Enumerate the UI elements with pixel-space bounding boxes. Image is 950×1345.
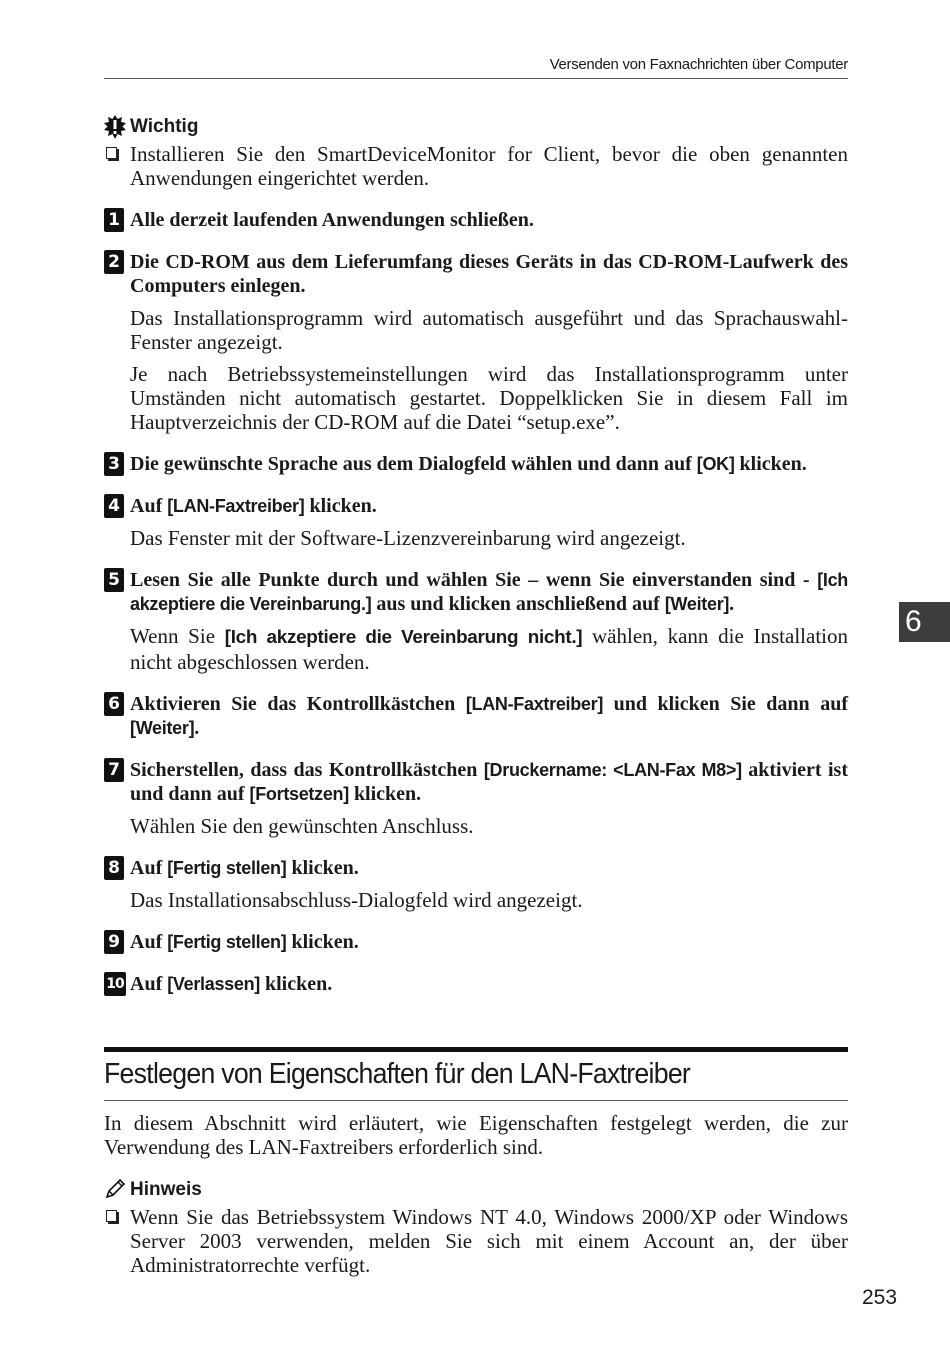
main-content	[104, 112, 848, 996]
key-label: [Weiter]	[130, 718, 195, 738]
hint-heading	[104, 1175, 848, 1205]
step-9	[104, 930, 848, 954]
step-number-icon: 9	[104, 930, 124, 954]
step-number-icon: 10	[104, 972, 126, 996]
important-icon	[104, 115, 126, 139]
chapter-tab: 6	[899, 602, 950, 642]
step-1	[104, 208, 848, 232]
step-description: Das Fenster mit der Software-Lizenzvereinbarung wird angezeigt.	[130, 526, 686, 550]
hint-item: Wenn Sie das Betriebssystem Windows NT 4.0, Windows 2000/XP oder Windows Server 2003 verwenden, melden Sie sich mit einem Account an, der über Administratorrechte verfügt.	[104, 1205, 848, 1277]
pencil-icon	[104, 1178, 126, 1202]
section-title: Festlegen von Eigenschaften für den LAN-Faxtreiber	[104, 1058, 691, 1090]
step-8	[104, 856, 848, 912]
step-title: Sicherstellen, dass das Kontrollkästchen [Druckername: <LAN-Fax M8>] aktiviert ist und dann auf [Fortsetzen] klicken.	[130, 759, 849, 805]
step-description: Je nach Betriebssystemeinstellungen wird das Installationsprogramm unter Umständen nicht automatisch gestartet. Doppelklicken Sie in diesem Fall im Hauptverzeichnis der CD-ROM auf die Datei “setup.exe”.	[130, 362, 848, 434]
step-6	[104, 692, 848, 740]
key-label: [Druckername: <LAN-Fax M8>]	[483, 760, 742, 780]
step-title: Die CD-ROM aus dem Lieferumfang dieses Geräts in das CD-ROM-Laufwerk des Computers einlegen.	[130, 251, 848, 297]
hint-note	[104, 1175, 848, 1277]
step-7	[104, 758, 848, 838]
step-title: Auf [LAN-Faxtreiber] klicken.	[130, 495, 377, 517]
step-number-icon: 6	[104, 692, 124, 716]
step-title: Aktivieren Sie das Kontrollkästchen [LAN-Faxtreiber] und klicken Sie dann auf [Weiter].	[130, 693, 848, 739]
key-label: [Verlassen]	[167, 974, 260, 994]
step-title: Auf [Fertig stellen] klicken.	[130, 857, 359, 879]
key-label: [Fertig stellen]	[167, 858, 287, 878]
section-top-rule	[104, 1047, 848, 1052]
key-label: [LAN-Faxtreiber]	[465, 694, 604, 714]
important-heading	[104, 112, 848, 142]
important-item: Installieren Sie den SmartDeviceMonitor for Client, bevor die oben genannten Anwendungen eingerichtet werden.	[104, 142, 848, 190]
step-5	[104, 568, 848, 674]
step-title: Lesen Sie alle Punkte durch und wählen Sie – wenn Sie einverstanden sind - [Ich akzeptiere die Vereinbarung.] aus und klicken anschließend auf [Weiter].	[130, 569, 848, 615]
key-label: [Weiter]	[664, 594, 730, 614]
step-10	[104, 972, 848, 996]
step-description: Das Installationsabschluss-Dialogfeld wird angezeigt.	[130, 888, 583, 912]
step-title: Die gewünschte Sprache aus dem Dialogfeld wählen und dann auf [OK] klicken.	[130, 453, 807, 475]
checkbox-bullet-icon	[106, 1210, 117, 1222]
section-bottom-rule	[104, 1100, 848, 1101]
step-description: Das Installationsprogramm wird automatisch ausgeführt und das Sprachauswahl-Fenster angezeigt.	[130, 306, 848, 354]
key-label: [Ich akzeptiere die Vereinbarung.]	[130, 570, 848, 614]
page-number: 253	[862, 1286, 898, 1309]
step-number-icon: 1	[104, 208, 124, 232]
important-note	[104, 112, 848, 190]
step-number-icon: 8	[104, 856, 124, 880]
checkbox-bullet-icon	[106, 147, 117, 159]
step-title: Auf [Fertig stellen] klicken.	[130, 931, 359, 953]
hint-label: Hinweis	[130, 1179, 202, 1200]
step-description: Wählen Sie den gewünschten Anschluss.	[130, 814, 474, 838]
important-label: Wichtig	[130, 116, 199, 137]
header-title: Versenden von Faxnachrichten über Computer	[549, 56, 848, 73]
step-2	[104, 250, 848, 434]
step-number-icon: 7	[104, 758, 124, 782]
key-label: [OK]	[696, 454, 735, 474]
step-number-icon: 4	[104, 494, 124, 518]
key-label: [Fertig stellen]	[167, 932, 287, 952]
key-label: [LAN-Faxtreiber]	[167, 496, 305, 516]
step-title: Auf [Verlassen] klicken.	[130, 973, 333, 995]
section-intro: In diesem Abschnitt wird erläutert, wie Eigenschaften festgelegt werden, die zur Verwendung des LAN-Faxtreibers erforderlich sind.	[104, 1111, 848, 1159]
step-title: Alle derzeit laufenden Anwendungen schließen.	[130, 209, 534, 231]
step-description: Wenn Sie [Ich akzeptiere die Vereinbarung nicht.] wählen, kann die Installation nicht abgeschlossen werden.	[130, 624, 848, 674]
step-number-icon: 2	[104, 250, 124, 274]
step-number-icon: 3	[104, 452, 124, 476]
page-header	[104, 56, 848, 79]
key-label: [Ich akzeptiere die Vereinbarung nicht.]	[224, 627, 583, 648]
step-number-icon: 5	[104, 568, 124, 592]
step-3	[104, 452, 848, 476]
key-label: [Fortsetzen]	[249, 784, 349, 804]
step-4	[104, 494, 848, 550]
